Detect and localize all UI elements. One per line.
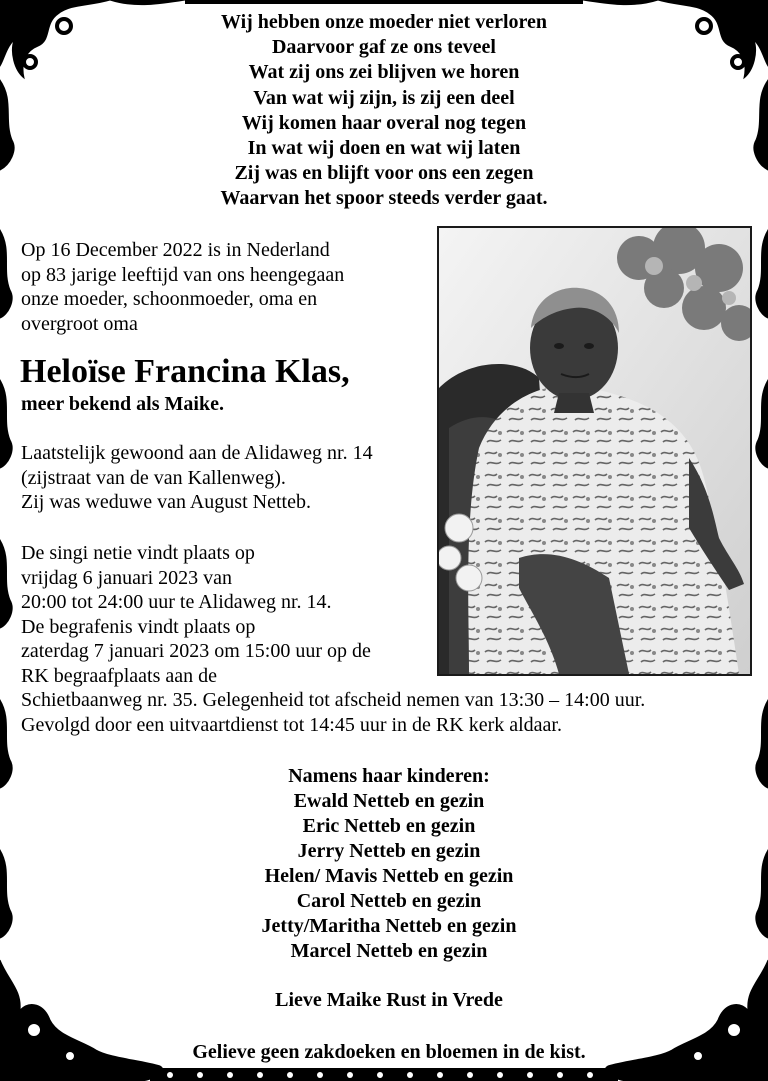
family-member: Ewald Netteb en gezin bbox=[293, 790, 485, 812]
poem-line: Daarvoor gaf ze ons teveel bbox=[271, 36, 496, 59]
deceased-alias: meer bekend als Maike. bbox=[21, 393, 224, 415]
residence-info bbox=[21, 441, 431, 515]
poem-line: Wij hebben onze moeder niet verloren bbox=[220, 11, 548, 33]
portrait-illustration bbox=[439, 228, 750, 674]
family-member: Marcel Netteb en gezin bbox=[290, 940, 488, 962]
family-signatories bbox=[0, 764, 768, 964]
family-member: Carol Netteb en gezin bbox=[296, 890, 482, 912]
family-member: Helen/ Mavis Netteb en gezin bbox=[264, 865, 514, 887]
announcement-line: onze moeder, schoonmoeder, oma en bbox=[21, 288, 318, 310]
request-notice: Gelieve geen zakdoeken en bloemen in de kist. bbox=[192, 1041, 586, 1063]
service-line: zaterdag 7 januari 2023 om 15:00 uur op de bbox=[21, 640, 371, 662]
poem-line: Waarvan het spoor steeds verder gaat. bbox=[220, 187, 548, 210]
death-announcement bbox=[21, 238, 431, 336]
service-line: De begrafenis vindt plaats op bbox=[21, 615, 256, 638]
farewell-message: Lieve Maike Rust in Vrede bbox=[275, 989, 503, 1011]
portrait-photo bbox=[437, 226, 752, 676]
family-heading: Namens haar kinderen: bbox=[288, 765, 490, 787]
family-member: Jerry Netteb en gezin bbox=[297, 840, 481, 862]
family-member: Jetty/Maritha Netteb en gezin bbox=[261, 915, 517, 937]
service-line: RK begraafplaats aan de bbox=[21, 664, 218, 687]
poem-line: Wij komen haar overal nog tegen bbox=[241, 111, 527, 134]
announcement-line: op 83 jarige leeftijd van ons heengegaan bbox=[21, 263, 345, 286]
family-member: Eric Netteb en gezin bbox=[302, 815, 476, 837]
poem-line: Van wat wij zijn, is zij een deel bbox=[253, 86, 515, 109]
residence-line: Laatstelijk gewoond aan de Alidaweg nr. 14 bbox=[21, 442, 373, 464]
service-line: Schietbaanweg nr. 35. Gelegenheid tot afscheid nemen van 13:30 – 14:00 uur. bbox=[21, 689, 646, 711]
service-line: 20:00 tot 24:00 uur te Alidaweg nr. 14. bbox=[21, 591, 332, 613]
residence-line: Zij was weduwe van August Netteb. bbox=[21, 491, 311, 513]
announcement-line: Op 16 December 2022 is in Nederland bbox=[21, 239, 330, 261]
service-line: Gevolgd door een uitvaartdienst tot 14:45 uur in de RK kerk aldaar. bbox=[21, 713, 562, 736]
memorial-poem bbox=[0, 10, 768, 212]
poem-line: In wat wij doen en wat wij laten bbox=[247, 137, 521, 160]
poem-line: Wat zij ons zei blijven we horen bbox=[248, 61, 520, 84]
residence-line: (zijstraat van de van Kallenweg). bbox=[21, 466, 286, 489]
deceased-name: Heloïse Francina Klas, bbox=[20, 353, 350, 390]
service-line: vrijdag 6 januari 2023 van bbox=[21, 566, 233, 589]
announcement-line: overgroot oma bbox=[21, 312, 138, 335]
poem-line: Zij was en blijft voor ons een zegen bbox=[234, 162, 534, 185]
service-line: De singi netie vindt plaats op bbox=[21, 542, 255, 564]
